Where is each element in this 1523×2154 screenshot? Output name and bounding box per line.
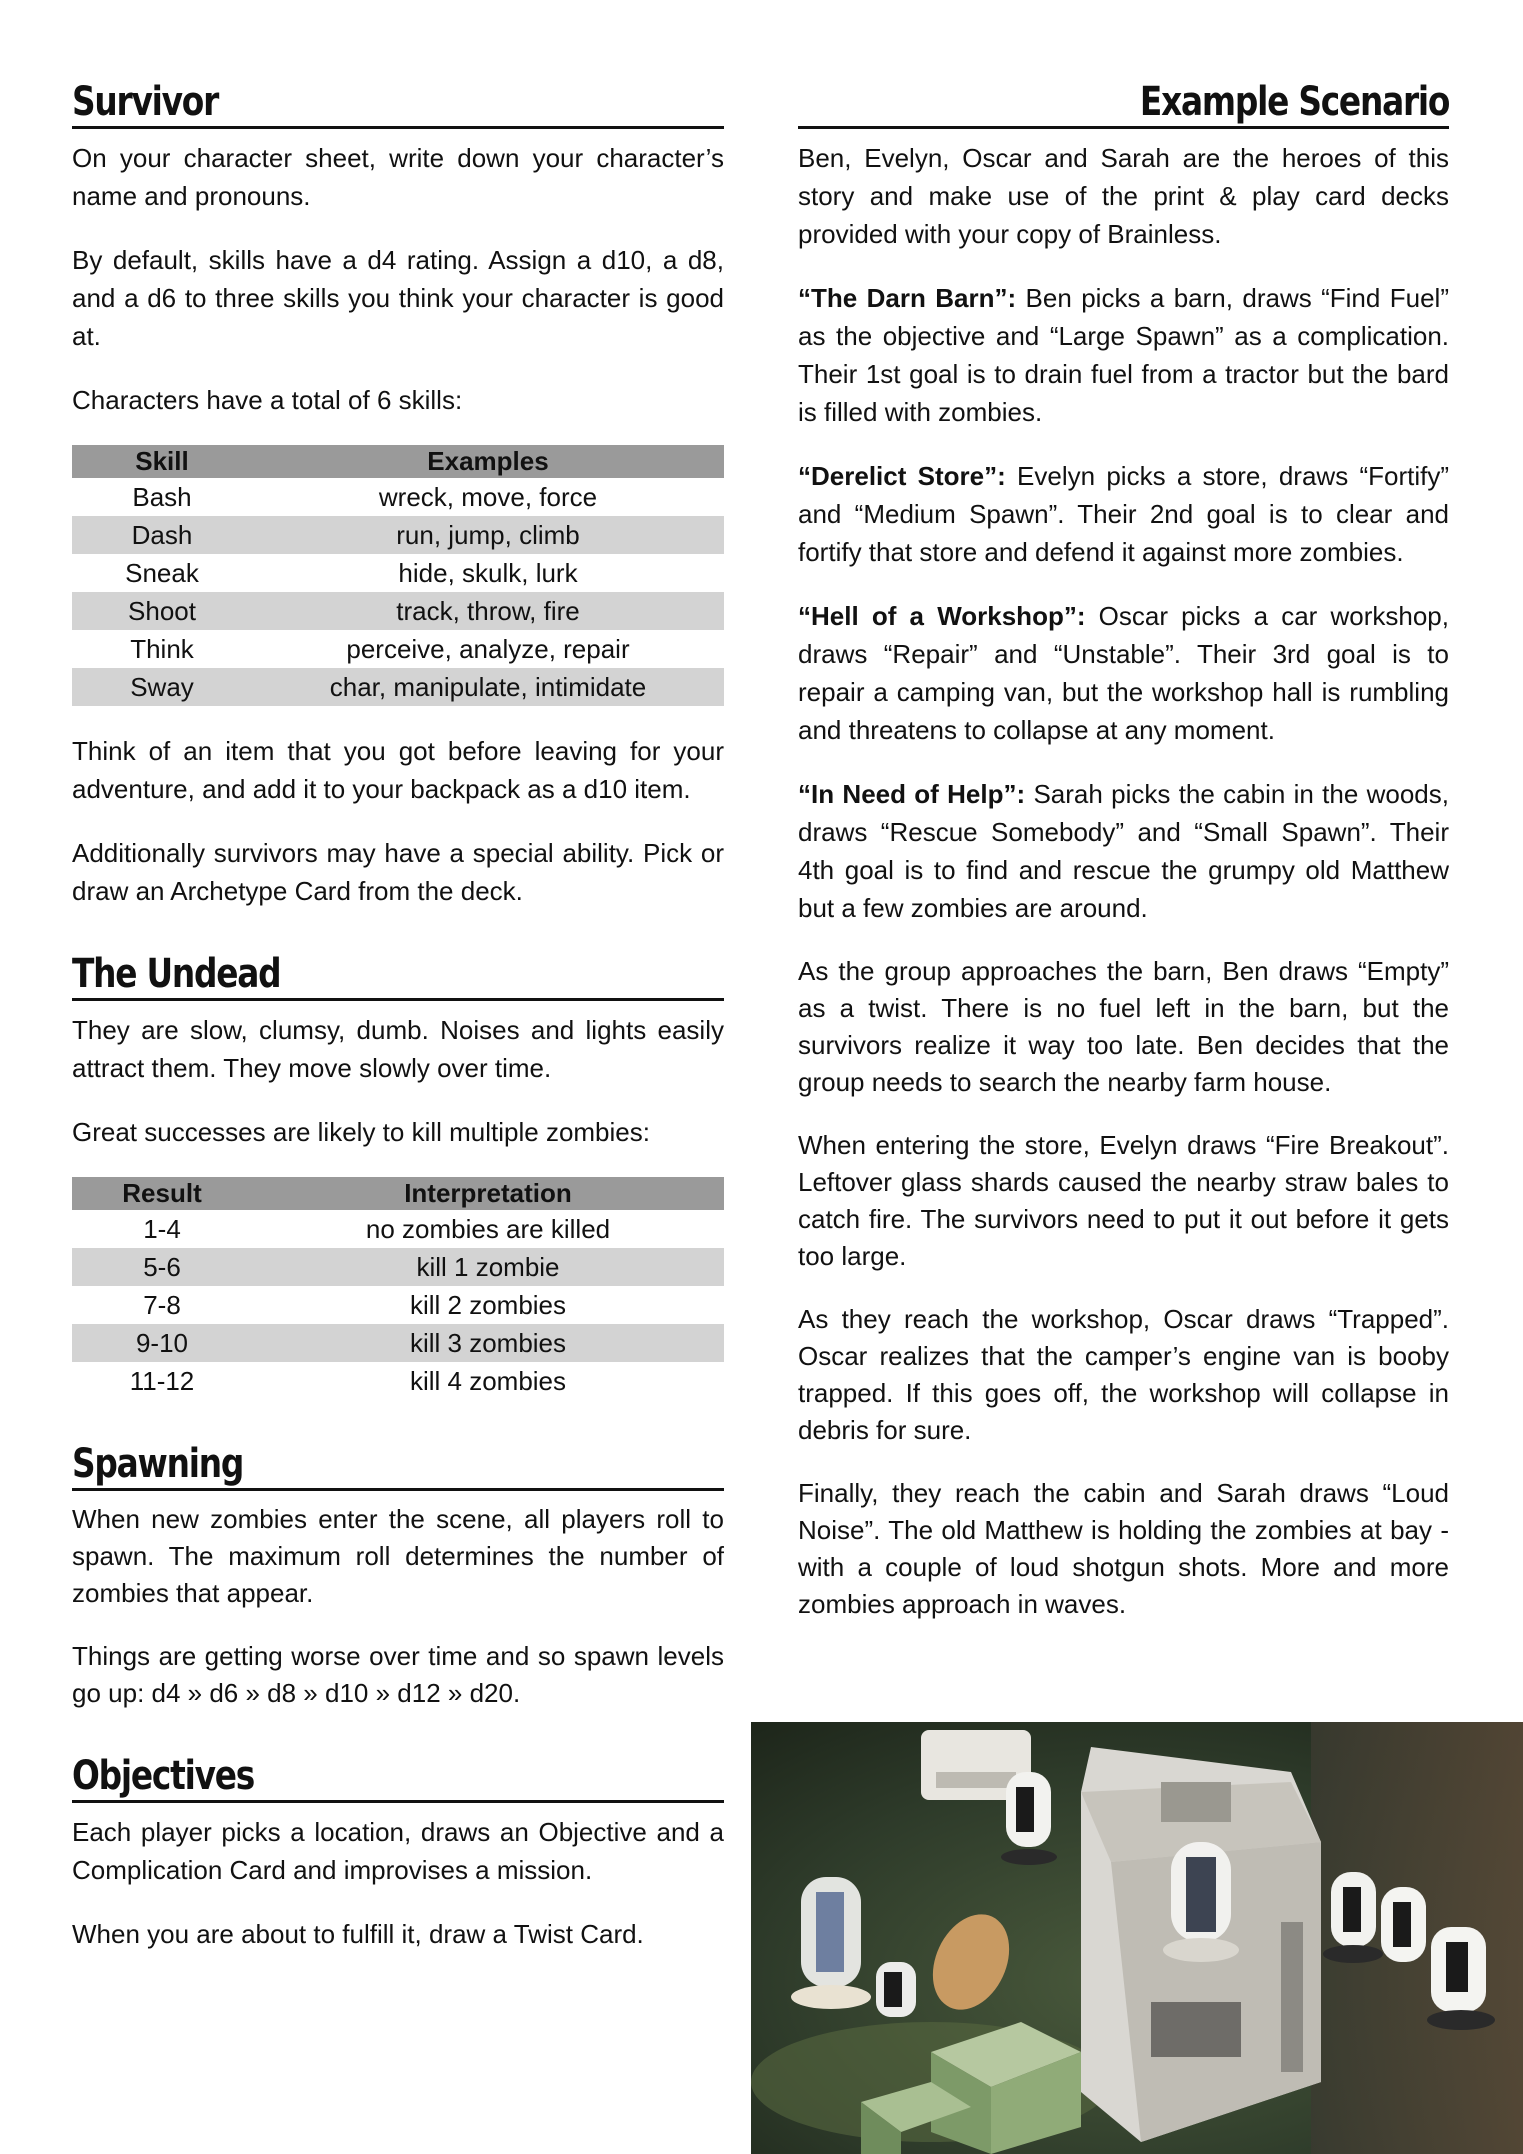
examples-cell: wreck, move, force [378, 482, 598, 512]
interpretation-cell: kill 2 zombies [409, 1290, 567, 1320]
scenario-store-title: “Derelict Store”: [798, 461, 1006, 491]
interpretation-cell: no zombies are killed [365, 1214, 611, 1244]
right-column [798, 78, 1449, 1649]
results-header-result: Result [72, 1177, 252, 1210]
interpretation-cell: kill 3 zombies [252, 1324, 724, 1362]
table-row [72, 554, 724, 592]
examples-cell: char, manipulate, intimidate [252, 668, 724, 706]
survivor-paragraph-5: Additionally survivors may have a special ability. Pick or draw an Archetype Card from the deck. [72, 838, 724, 906]
result-cell: 11-12 [129, 1366, 195, 1396]
table-row [72, 478, 724, 516]
objectives-paragraph-1: Each player picks a location, draws an Objective and a Complication Card and improvises a mission. [72, 1817, 724, 1885]
table-row [72, 1248, 724, 1286]
examples-cell: perceive, analyze, repair [346, 634, 630, 664]
result-cell: 9-10 [72, 1324, 252, 1362]
left-column [72, 78, 724, 1979]
miniatures-scene-illustration [751, 1722, 1523, 2154]
interpretation-cell: kill 4 zombies [409, 1366, 567, 1396]
interpretation-cell: kill 1 zombie [252, 1248, 724, 1286]
skills-table [72, 445, 724, 706]
spawning-paragraph-2: Things are getting worse over time and so spawn levels go up: d4 » d6 » d8 » d10 » d12 » d20. [72, 1641, 724, 1708]
skill-cell: Sway [72, 668, 252, 706]
examples-cell: hide, skulk, lurk [398, 558, 578, 588]
example-scenario-heading: Example Scenario [798, 78, 1449, 129]
skills-header-examples: Examples [252, 445, 724, 478]
survivor-paragraph-3: Characters have a total of 6 skills: [72, 385, 463, 415]
results-table-header [72, 1177, 724, 1210]
result-cell: 5-6 [72, 1248, 252, 1286]
spacer [72, 1738, 724, 1752]
spacer [72, 936, 724, 950]
scenario-workshop-twist: As they reach the workshop, Oscar draws “Trapped”. Oscar realizes that the camper’s engine van is booby trapped. If this goes off, the workshop will collapse in debris for sure. [798, 1304, 1449, 1445]
examples-cell: track, throw, fire [252, 592, 724, 630]
result-cell: 7-8 [143, 1290, 181, 1320]
undead-paragraph-1: They are slow, clumsy, dumb. Noises and lights easily attract them. They move slowly over time. [72, 1015, 724, 1083]
scenario-store-twist: When entering the store, Evelyn draws “Fire Breakout”. Leftover glass shards caused the nearby straw bales to catch fire. The survivors need to put it out before it gets too large. [798, 1130, 1449, 1271]
scenario-store-text: Evelyn picks a store, draws “Fortify” and “Medium Spawn”. Their 2nd goal is to clear and fortify that store and defend it against more zombies. [798, 461, 1449, 567]
scenario-help-title: “In Need of Help”: [798, 779, 1026, 809]
skill-cell: Sneak [125, 558, 199, 588]
scenario-workshop-title: “Hell of a Workshop”: [798, 601, 1086, 631]
scenario-barn [798, 279, 1449, 431]
table-row [72, 668, 724, 706]
survivor-paragraph-1: On your character sheet, write down your character’s name and pronouns. [72, 143, 724, 211]
table-row [72, 1286, 724, 1324]
spawning-heading: Spawning [72, 1440, 724, 1491]
skill-cell: Think [130, 634, 194, 664]
scenario-final: Finally, they reach the cabin and Sarah draws “Loud Noise”. The old Matthew is holding the zombies at bay - with a couple of loud shotgun shots. More and more zombies approach in waves. [798, 1478, 1449, 1619]
scenario-intro: Ben, Evelyn, Oscar and Sarah are the heroes of this story and make use of the print & play card decks provided with your copy of Brainless. [798, 143, 1449, 249]
scenario-photo [751, 1722, 1523, 2154]
objectives-heading: Objectives [72, 1752, 724, 1803]
scenario-barn-text: Ben picks a barn, draws “Find Fuel” as the objective and “Large Spawn” as a complication. Their 1st goal is to drain fuel from a tractor but the bard is filled with zombies. [798, 283, 1449, 427]
survivor-paragraph-4: Think of an item that you got before leaving for your adventure, and add it to your backpack as a d10 item. [72, 736, 724, 804]
table-row [72, 1324, 724, 1362]
table-row [72, 1362, 724, 1400]
examples-cell: run, jump, climb [252, 516, 724, 554]
undead-paragraph-2: Great successes are likely to kill multiple zombies: [72, 1117, 650, 1147]
skills-table-header [72, 445, 724, 478]
spawning-paragraph-1: When new zombies enter the scene, all players roll to spawn. The maximum roll determines the number of zombies that appear. [72, 1504, 724, 1608]
table-row [72, 516, 724, 554]
table-row [72, 1210, 724, 1248]
results-table [72, 1177, 724, 1400]
objectives-paragraph-2: When you are about to fulfill it, draw a Twist Card. [72, 1919, 644, 1949]
scenario-store [798, 457, 1449, 571]
skill-cell: Shoot [72, 592, 252, 630]
results-header-interpretation: Interpretation [252, 1177, 724, 1210]
table-row [72, 592, 724, 630]
result-cell: 1-4 [143, 1214, 181, 1244]
undead-heading: The Undead [72, 950, 724, 1001]
scenario-help [798, 775, 1449, 927]
scenario-barn-twist: As the group approaches the barn, Ben draws “Empty” as a twist. There is no fuel left in the barn, but the survivors realize it way too late. Ben decides that the group needs to search the nearby farm house. [798, 956, 1449, 1097]
survivor-heading: Survivor [72, 78, 724, 129]
scenario-barn-title: “The Darn Barn”: [798, 283, 1017, 313]
skill-cell: Dash [72, 516, 252, 554]
scenario-help-text: Sarah picks the cabin in the woods, draws “Rescue Somebody” and “Small Spawn”. Their 4th goal is to find and rescue the grumpy old Matthew but a few zombies are around. [798, 779, 1449, 923]
survivor-paragraph-2: By default, skills have a d4 rating. Assign a d10, a d8, and a d6 to three skills you think your character is good at. [72, 245, 724, 351]
scenario-workshop-text: Oscar picks a car workshop, draws “Repair” and “Unstable”. Their 3rd goal is to repair a camping van, but the workshop hall is rumbling and threatens to collapse at any moment. [798, 601, 1449, 745]
spacer [72, 1426, 724, 1440]
table-row [72, 630, 724, 668]
skill-cell: Bash [132, 482, 192, 512]
skills-header-skill: Skill [72, 445, 252, 478]
scenario-workshop [798, 597, 1449, 749]
